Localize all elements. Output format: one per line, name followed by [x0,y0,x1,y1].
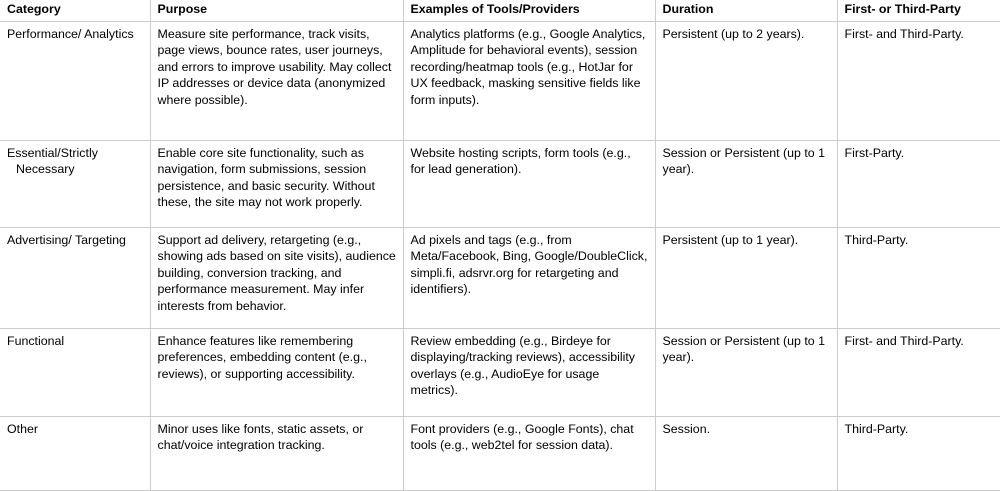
column-header-purpose: Purpose [150,0,403,21]
column-header-examples: Examples of Tools/Providers [403,0,655,21]
cell-duration: Session. [655,416,837,490]
cell-category [0,416,150,490]
cell-examples: Website hosting scripts, form tools (e.g., for lead generation). [403,140,655,227]
cell-purpose: Enable core site functionality, such as navigation, form submissions, session persistence, and basic security. Without these, the site may not work properly. [150,140,403,227]
cell-examples: Review embedding (e.g., Birdeye for displaying/tracking reviews), accessibility overlays (e.g., AudioEye for usage metrics). [403,328,655,416]
cell-purpose: Measure site performance, track visits, page views, bounce rates, user journeys, and errors to improve usability. May collect IP addresses or device data (anonymized where possible). [150,21,403,140]
table-row [0,21,1000,140]
column-header-duration: Duration [655,0,837,21]
table-body [0,21,1000,490]
cell-examples: Ad pixels and tags (e.g., from Meta/Facebook, Bing, Google/DoubleClick, simpli.fi, adsrvr.org for retargeting and identifiers). [403,227,655,328]
cell-party: First-Party. [837,140,1000,227]
table-row [0,140,1000,227]
category-label: Performance/ Analytics [7,26,134,41]
cell-purpose: Enhance features like remembering preferences, embedding content (e.g., reviews), or supporting accessibility. [150,328,403,416]
cell-category [0,227,150,328]
cell-party: Third-Party. [837,416,1000,490]
cell-category [0,328,150,416]
cell-duration: Session or Persistent (up to 1 year). [655,140,837,227]
category-label: Other [7,421,38,436]
table-row [0,416,1000,490]
category-label: Essential/Strictly Necessary [7,145,98,177]
category-label: Functional [7,333,65,348]
cell-duration: Persistent (up to 2 years). [655,21,837,140]
cell-duration: Session or Persistent (up to 1 year). [655,328,837,416]
cell-category [0,21,150,140]
table-row [0,227,1000,328]
cell-party: Third-Party. [837,227,1000,328]
table-row [0,328,1000,416]
table-header [0,0,1000,21]
column-header-category: Category [0,0,150,21]
category-label: Advertising/ Targeting [7,232,126,247]
cell-purpose: Minor uses like fonts, static assets, or chat/voice integration tracking. [150,416,403,490]
cell-purpose: Support ad delivery, retargeting (e.g., showing ads based on site visits), audience building, conversion tracking, and performance measurement. May infer interests from behavior. [150,227,403,328]
cell-examples: Analytics platforms (e.g., Google Analytics, Amplitude for behavioral events), session recording/heatmap tools (e.g., HotJar for UX feedback, masking sensitive fields like form inputs). [403,21,655,140]
cell-party: First- and Third-Party. [837,21,1000,140]
cell-duration: Persistent (up to 1 year). [655,227,837,328]
table-header-row [0,0,1000,21]
column-header-party: First- or Third-Party [837,0,1000,21]
cell-party: First- and Third-Party. [837,328,1000,416]
cell-category [0,140,150,227]
cell-examples: Font providers (e.g., Google Fonts), chat tools (e.g., web2tel for session data). [403,416,655,490]
